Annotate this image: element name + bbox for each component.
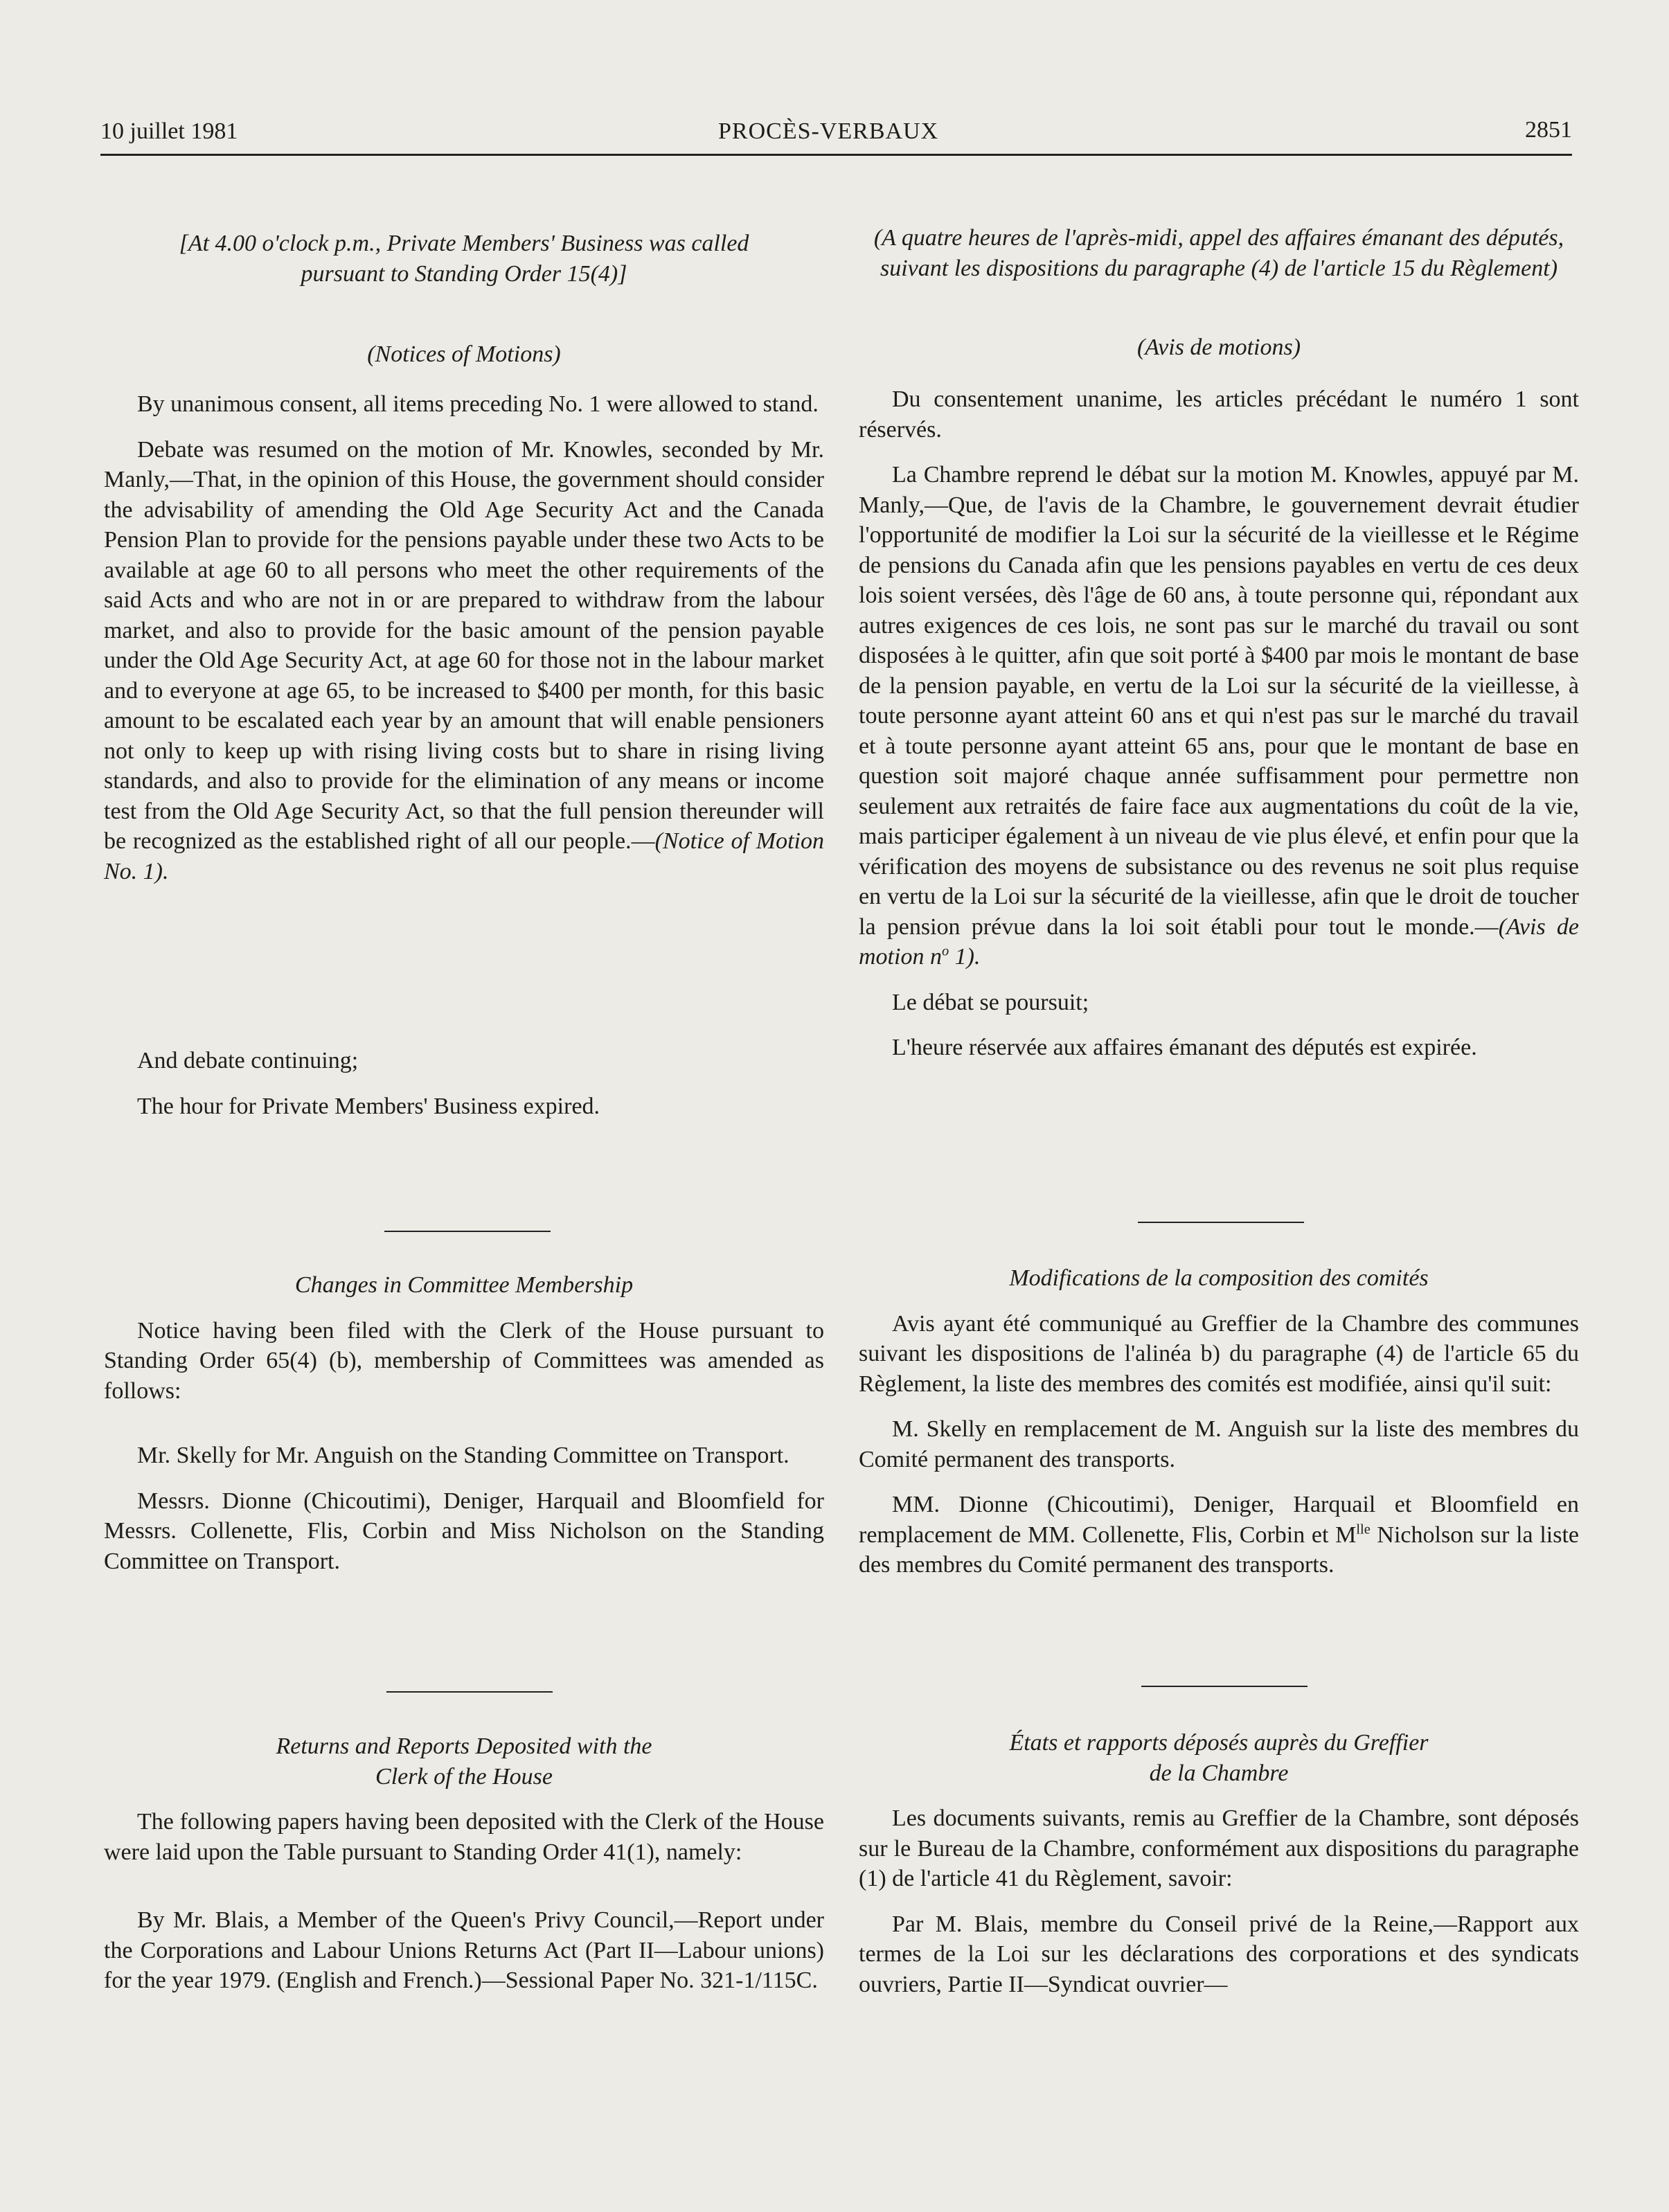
left-notices-heading: [104, 339, 824, 370]
left-hour-expired: The hour for Private Members' Business expired.: [137, 1093, 600, 1119]
left-messrs: Messrs. Dionne (Chicoutimi), Deniger, Harquail and Bloomfield for Messrs. Collenette, Flis, Corbin and Miss Nicholson on the Standing Committee on Transport.: [104, 1488, 824, 1574]
left-debate-resumed: [104, 435, 824, 887]
right-mm-text-b: Nicholson sur la liste des membres du Comité permanent des transports.: [859, 1522, 1579, 1578]
right-private-members-intro: (A quatre heures de l'après-midi, appel des affaires émanant des députés, suivant les dispositions du paragraphe (4) de l'article 15 du Règlement): [873, 225, 1564, 281]
left-unanimous-consent: By unanimous consent, all items preceding No. 1 were allowed to stand.: [137, 391, 819, 417]
right-debate-text: La Chambre reprend le débat sur la motion M. Knowles, appuyé par M. Manly,—Que, de l'avis de la Chambre, le gouvernement devrait étudier l'opportunité de modifier la Loi sur la sécurité de la vieillesse et le Régime de pensions du Canada afin que les pensions payables en vertu de ces deux lois soient versées, dès l'âge de 60 ans, à toute personne qui, répondant aux autres exigences de ces lois, ne sont pas sur le marché du travail ou sont disposées à le quitter, afin que soit porté à $400 par mois le montant de base de la pension payable, en vertu de la Loi sur la sécurité de la vieillesse, à toute personne ayant atteint 60 ans et qui n'est pas sur le marché du travail et à toute personne ayant atteint 65 ans, pour que le montant de base en question soit majoré chaque année suffisamment pour permettre non seulement aux retraités de faire face aux augmentations du coût de la vie, mais participer également à un niveau de vie plus élevé, et enfin pour que la vérification des moyens de subsistance ou des revenus ne soit plus requise en vertu de la Loi sur la sécurité de la vieillesse, afin que le droit de toucher la pension prévue dans la loi soit établi pour tout le monde.—: [859, 462, 1579, 940]
right-returns-intro: Les documents suivants, remis au Greffier de la Chambre, sont déposés sur le Bureau de la Chambre, conformément aux dispositions du paragraphe (1) de l'article 41 du Règlement, savoir:: [859, 1805, 1579, 1891]
page-date: 10 juillet 1981: [100, 118, 238, 144]
right-committee-heading: Modifications de la composition des comités: [1009, 1265, 1429, 1291]
right-debate-motion-ref-b: 1).: [949, 944, 981, 970]
right-mm-sup: lle: [1356, 1522, 1371, 1537]
right-committee-notice: Avis ayant été communiqué au Greffier de la Chambre des communes suivant les dispositions de l'alinéa b) du paragraphe (4) de l'article 65 du Règlement, la liste des membres des comités est modifiée, ainsi qu'il suit:: [859, 1310, 1579, 1397]
header-rule: [100, 154, 1572, 156]
left-debate-continuing-block: [104, 1046, 824, 1121]
right-intro-block: [859, 223, 1579, 283]
right-mm-text-a: MM. Dionne (Chicoutimi), Deniger, Harquail et Bloomfield en remplacement de MM. Collenette, Flis, Corbin et M: [859, 1492, 1579, 1548]
right-notices-heading: [859, 332, 1579, 363]
right-committee-block: [859, 1263, 1579, 1580]
right-debate-resumed: [859, 460, 1579, 972]
left-section-divider-2: [386, 1691, 553, 1693]
right-returns-heading-1: États et rapports déposés auprès du Greffier: [1009, 1730, 1429, 1756]
right-section-divider-2: [1141, 1686, 1307, 1687]
right-hour-expired: L'heure réservée aux affaires émanant des députés est expirée.: [892, 1035, 1477, 1060]
page-number: 2851: [1525, 117, 1572, 143]
left-committee-notice: Notice having been filed with the Clerk of the House pursuant to Standing Order 65(4) (b), membership of Committees was amended as follows:: [104, 1317, 824, 1404]
left-motion-block: [104, 389, 824, 886]
left-committee-block: [104, 1270, 824, 1576]
left-section-divider-1: [384, 1231, 551, 1232]
left-returns-block: [104, 1731, 824, 1996]
right-section-divider-1: [1138, 1222, 1304, 1223]
right-debate-continuing: Le débat se poursuit;: [892, 989, 1089, 1015]
left-debate-continuing: And debate continuing;: [137, 1048, 359, 1073]
right-mm: [859, 1490, 1579, 1580]
right-returns-block: [859, 1728, 1579, 1999]
right-debate-motion-ref-a: (Avis de motion n: [859, 913, 1580, 970]
left-committee-heading: Changes in Committee Membership: [294, 1272, 634, 1298]
right-blais: Par M. Blais, membre du Conseil privé de la Reine,—Rapport aux termes de la Loi sur les déclarations des corporations et des syndicats ouvriers, Partie II—Syndicat ouvrier—: [859, 1911, 1579, 1997]
left-returns-heading-2: Clerk of the House: [375, 1763, 553, 1790]
right-unanimous-consent: Du consentement unanime, les articles précédant le numéro 1 sont réservés.: [859, 386, 1579, 443]
right-notices-block: [859, 332, 1579, 363]
left-debate-text: Debate was resumed on the motion of Mr. Knowles, seconded by Mr. Manly,—That, in the opinion of this House, the government should consider the advisability of amending the Old Age Security Act and the Canada Pension Plan to provide for the pensions payable under these two Acts to be available at age 60 to all persons who meet the other requirements of the said Acts and who are not in or are prepared to withdraw from the labour market, and also to provide for the basic amount of the pension payable under the Old Age Security Act, at age 60 for those not in the labour market and to everyone at age 65, to be increased to $400 per month, for this basic amount to be escalated each year by an amount that will enable pensioners not only to keep up with rising living costs but to share in rising living standards, and also to provide for the elimination of any means or income test from the Old Age Security Act, so that the full pension thereunder will be recognized as the established right of all our people.—: [104, 436, 824, 854]
right-returns-heading-2: de la Chambre: [1149, 1760, 1289, 1786]
left-returns-intro: The following papers having been deposited with the Clerk of the House were laid upon the Table pursuant to Standing Order 41(1), namely:: [104, 1809, 824, 1865]
left-returns-heading-1: Returns and Reports Deposited with the: [276, 1733, 652, 1759]
left-skelly: Mr. Skelly for Mr. Anguish on the Standing Committee on Transport.: [137, 1443, 789, 1468]
left-intro-block: [104, 229, 824, 289]
right-motion-block: [859, 384, 1579, 1063]
right-notices-heading-text: (Avis de motions): [1136, 335, 1301, 360]
left-private-members-intro: [At 4.00 o'clock p.m., Private Members' Business was called pursuant to Standing Order 15(4)]: [179, 231, 749, 287]
page-title: PROCÈS-VERBAUX: [718, 118, 939, 144]
right-debate-motion-ref-sup: o: [941, 943, 949, 959]
left-blais: By Mr. Blais, a Member of the Queen's Privy Council,—Report under the Corporations and Labour Unions Returns Act (Part II—Labour unions) for the year 1979. (English and French.)—Sessional Paper No. 321-1/115C.: [104, 1907, 824, 1993]
right-skelly: M. Skelly en remplacement de M. Anguish sur la liste des membres du Comité permanent des transports.: [859, 1416, 1579, 1472]
left-notices-heading-text: (Notices of Motions): [367, 341, 561, 367]
left-notices-block: [104, 339, 824, 370]
left-debate-motion-ref: (Notice of Motion No. 1).: [104, 828, 824, 884]
